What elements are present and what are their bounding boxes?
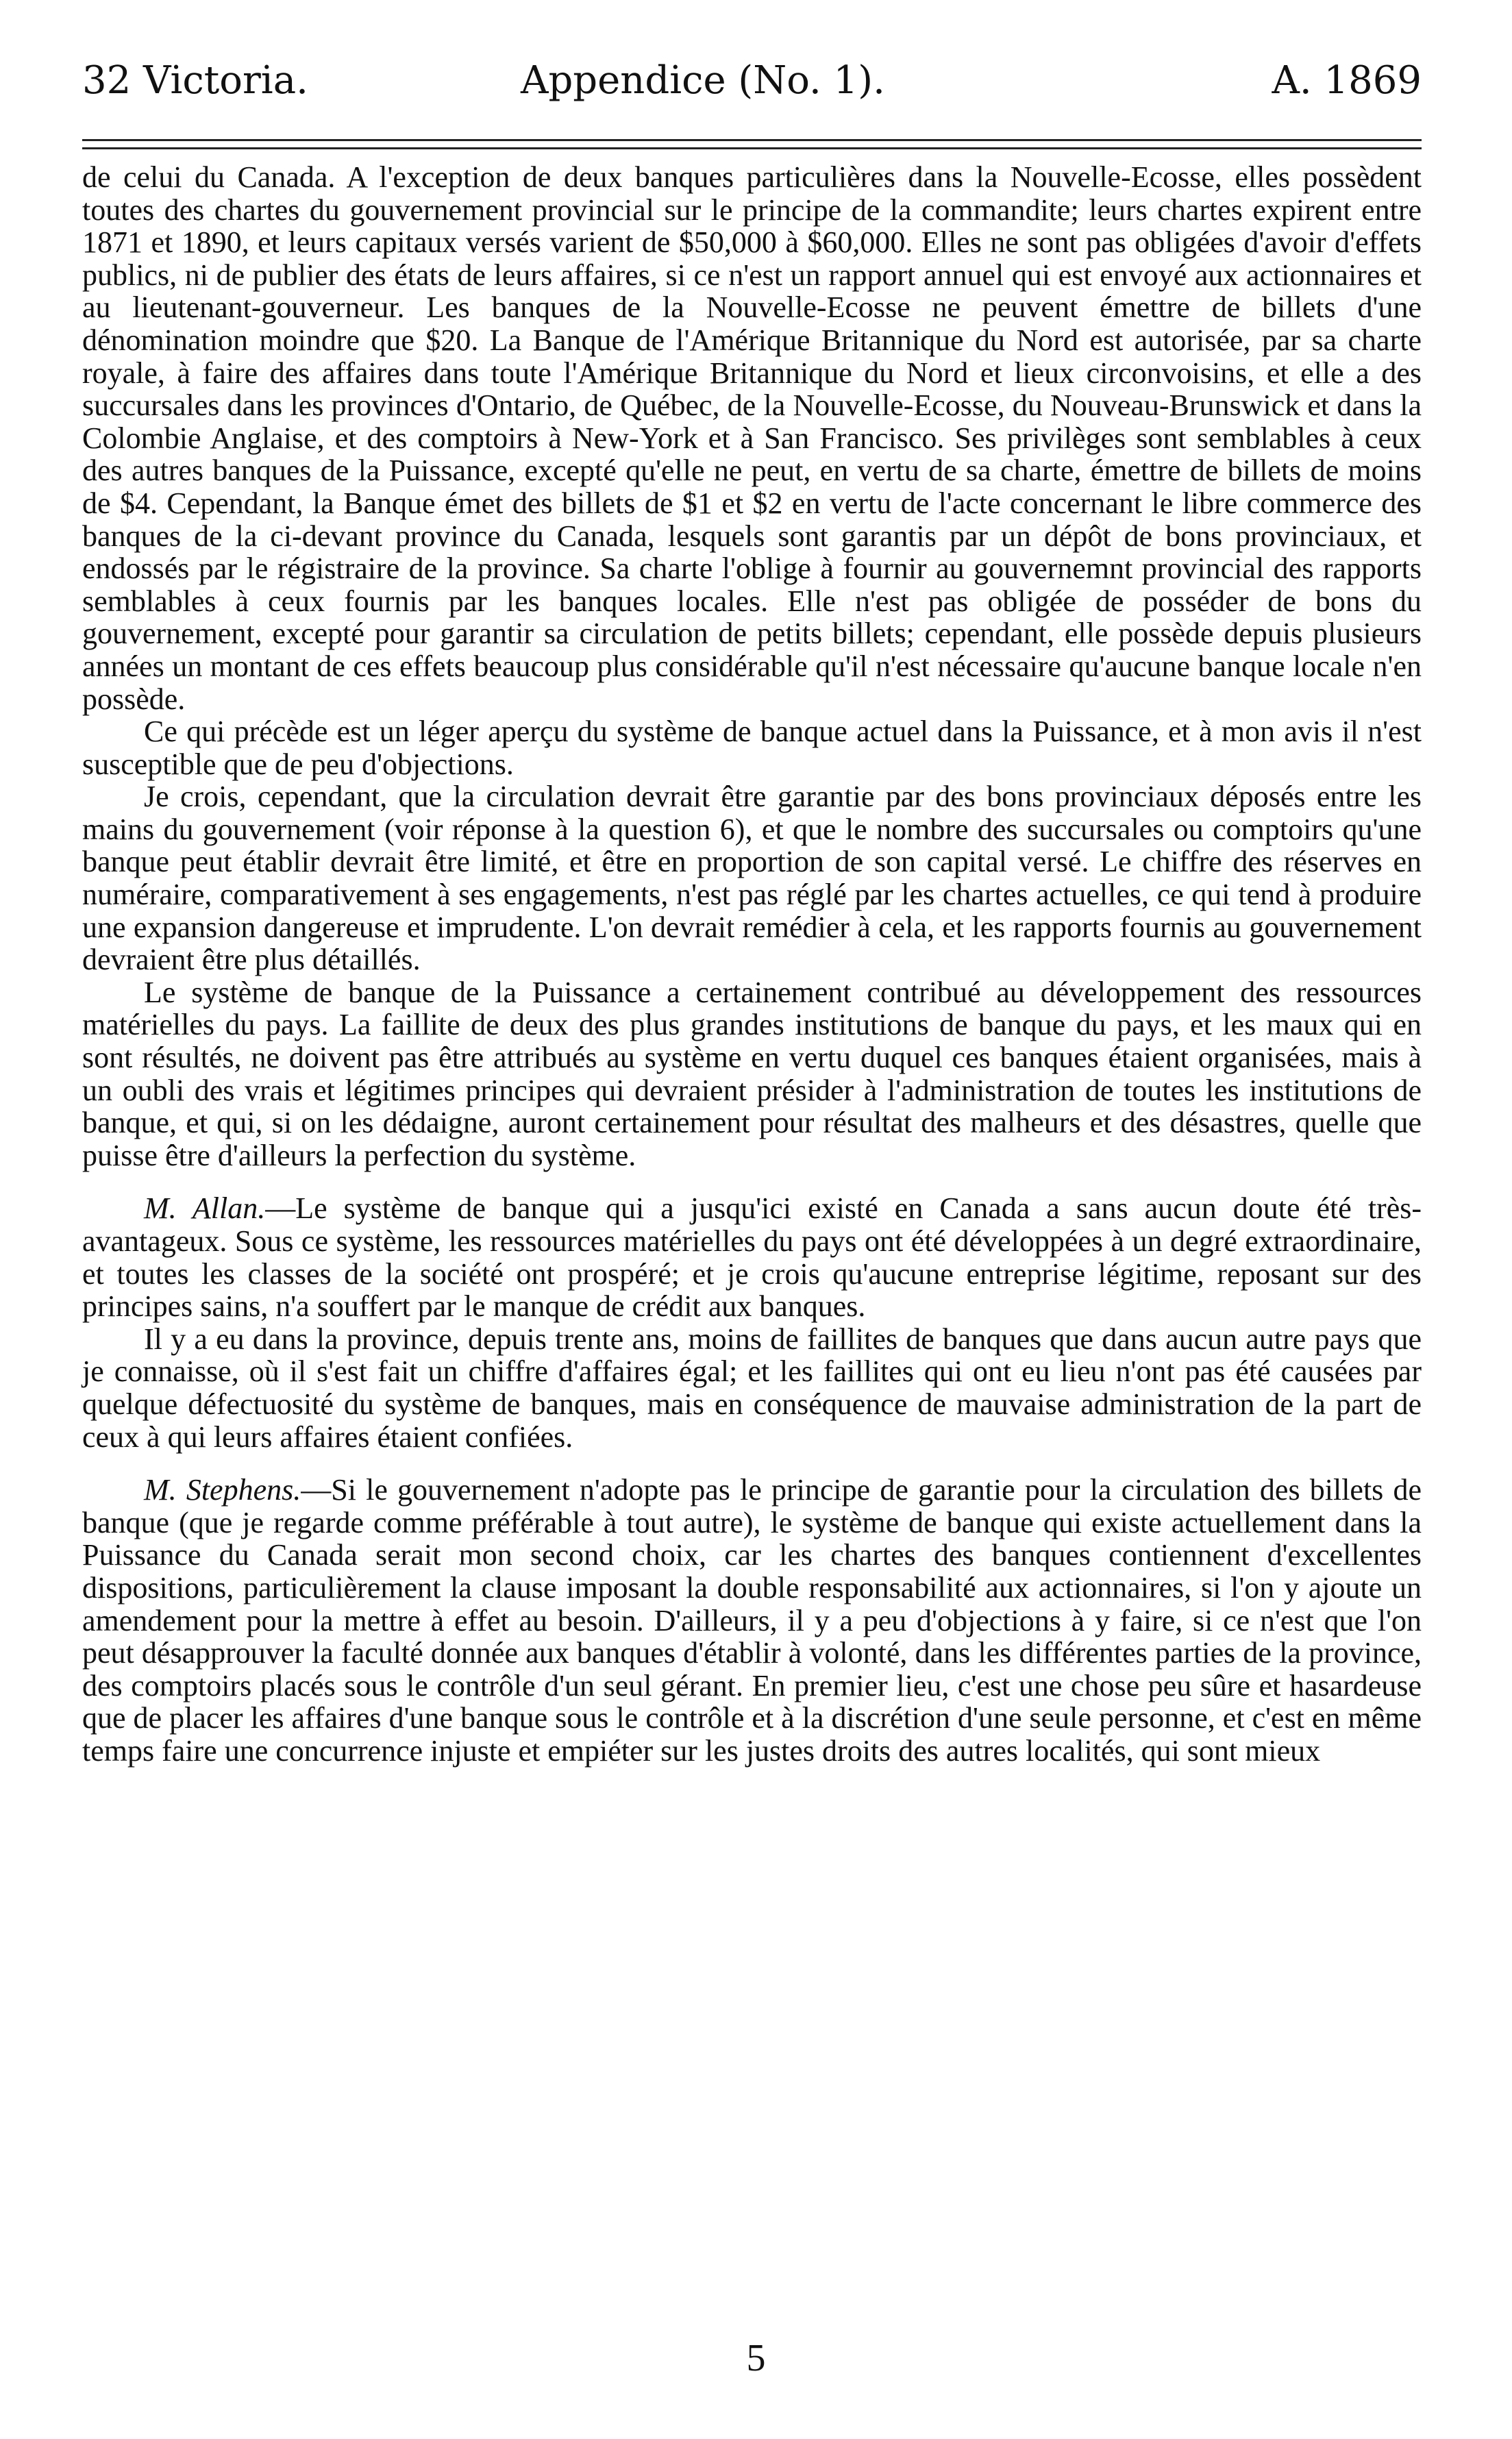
paragraph: Ce qui précède est un léger aperçu du système de banque actuel dans la Puissance, et à mon avis il n'est susceptible que de peu d'objections.: [82, 715, 1422, 781]
header-rule-bottom: [82, 147, 1422, 149]
paragraph: de celui du Canada. A l'exception de deux banques particulières dans la Nouvelle-Ecosse, elles possèdent toutes des chartes du gouvernement provincial sur le principe de la commandite; leurs chartes expirent entre 1871 et 1890, et leurs capitaux versés varient de $50,000 à $60,000. Elles ne sont pas obligées d'avoir d'effets publics, ni de publier des états de leurs affaires, si ce n'est un rapport annuel qui est envoyé aux actionnaires et au lieutenant-gouverneur. Les banques de la Nouvelle-Ecosse ne peuvent émettre de billets d'une dénomination moindre que $20. La Banque de l'Amérique Britannique du Nord est autorisée, par sa charte royale, à faire des affaires dans toute l'Amérique Britannique du Nord et lieux circonvoisins, et elle a des succursales dans les provinces d'Ontario, de Québec, de la Nouvelle-Ecosse, du Nouveau-Brunswick et dans la Colombie Anglaise, et des comptoirs à New-York et à San Francisco. Ses privilèges sont semblables à ceux des autres banques de la Puissance, excepté qu'elle ne peut, en vertu de sa charte, émettre de billets de moins de $4. Cependant, la Banque émet des billets de $1 et $2 en vertu de l'acte concernant le libre commerce des banques de la ci-devant province du Canada, lesquels sont garantis par un dépôt de bons provinciaux, et endossés par le régistraire de la province. Sa charte l'oblige à fournir au gouvernemnt provincial des rapports semblables à ceux fournis par les banques locales. Elle n'est pas obligée de posséder de bons du gouvernement, excepté pour garantir sa circulation de petits billets; cependant, elle possède depuis plusieurs années un montant de ces effets beaucoup plus considérable qu'il n'est nécessaire qu'aucune banque locale n'en possède.: [82, 160, 1422, 716]
page: [82, 58, 1422, 1768]
speaker-name: M. Stephens.: [144, 1473, 301, 1507]
speaker-name: M. Allan.: [144, 1191, 266, 1226]
body-text: [82, 161, 1422, 1768]
paragraph: Je crois, cependant, que la circulation devrait être garantie par des bons provinciaux déposés entre les mains du gouvernement (voir réponse à la question 6), et que le nombre des succursales ou comptoirs qu'une banque peut établir devrait être limité, et être en proportion de son capital versé. Le chiffre des réserves en numéraire, comparativement à ses engagements, n'est pas réglé par les chartes actuelles, ce qui tend à produire une expansion dangereuse et imprudente. L'on devrait remédier à cela, et les rapports fournis au gouvernement devraient être plus détaillés.: [82, 780, 1422, 977]
header-left: 32 Victoria.: [82, 58, 308, 103]
paragraph-speaker: M. Stephens.—Si le gouvernement n'adopte pas le principe de garantie pour la circulation des billets de banque (que je regarde comme préférable à tout autre), le système de banque qui existe actuellement dans la Puissance du Canada serait mon second choix, car les chartes des banques contiennent d'excellentes dispositions, particulièrement la clause imposant la double responsabilité aux actionnaires, si l'on y ajoute un amendement pour la mettre à effet au besoin. D'ailleurs, il y a peu d'objections à y faire, si ce n'est que l'on peut désapprouver la faculté donnée aux banques d'établir à volonté, dans les différentes parties de la province, des comptoirs placés sous le contrôle d'un seul gérant. En premier lieu, c'est une chose peu sûre et hasardeuse que de placer les affaires d'une banque sous le contrôle et à la discrétion d'une seule personne, et c'est en même temps faire une concurrence injuste et empiéter sur les justes droits des autres localités, qui sont mieux: [82, 1473, 1422, 1768]
page-number: 5: [746, 2337, 766, 2379]
paragraph: Il y a eu dans la province, depuis trente ans, moins de faillites de banques que dans aucun autre pays que je connaisse, où il s'est fait un chiffre d'affaires égal; et les faillites qui ont eu lieu n'ont pas été causées par quelque défectuosité du système de banques, mais en conséquence de mauvaise administration de la part de ceux à qui leurs affaires étaient confiées.: [82, 1322, 1422, 1454]
running-header: [82, 58, 1422, 134]
paragraph-speaker: M. Allan.—Le système de banque qui a jusqu'ici existé en Canada a sans aucun doute été très-avantageux. Sous ce système, les ressources matérielles du pays ont été développées à un degré extraordinaire, et toutes les classes de la société ont prospéré; et je crois qu'aucune entreprise légitime, reposant sur des principes sains, n'a souffert par le manque de crédit aux banques.: [82, 1191, 1422, 1324]
paragraph: Le système de banque de la Puissance a certainement contribué au développement des ressources matérielles du pays. La faillite de deux des plus grandes institutions de banque du pays, et les maux qui en sont résultés, ne doivent pas être attribués au système en vertu duquel ces banques étaient organisées, mais à un oubli des vrais et légitimes principes qui devraient présider à l'administration de toutes les institutions de banque, et qui, si on les dédaigne, auront certainement pour résultat des malheurs et des désastres, quelle que puisse être d'ailleurs la perfection du système.: [82, 975, 1422, 1172]
header-center: Appendice (No. 1).: [521, 58, 885, 103]
header-rule-top: [82, 139, 1422, 141]
header-right: A. 1869: [1272, 58, 1422, 103]
